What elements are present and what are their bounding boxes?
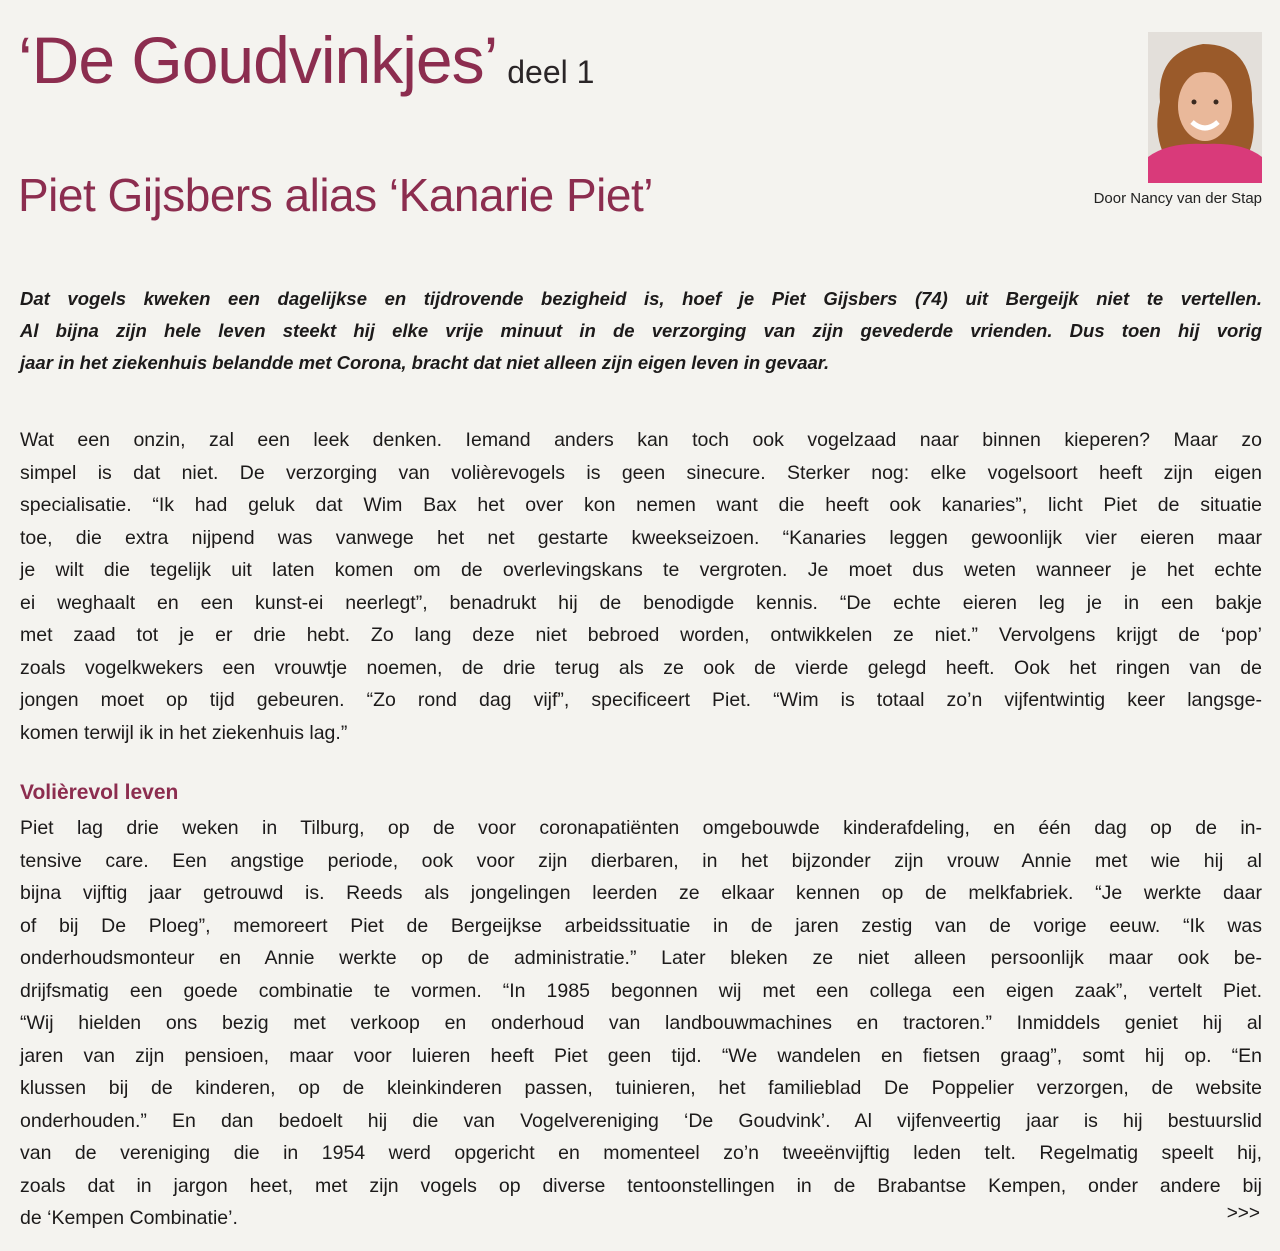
article-title: ‘De Goudvinkjes’ deel 1 <box>18 23 595 97</box>
text-line: bijna vijftig jaar getrouwd is. Reeds als jongelingen leerden ze elkaar kennen op de melkfabriek. “Je werkte daar <box>20 882 1262 904</box>
text-line: onderhoudsmonteur en Annie werkte op de administratie.” Later bleken ze niet alleen persoonlijk maar ook be- <box>20 947 1262 969</box>
paragraph-2 <box>20 812 1262 1235</box>
text-line: ei weghaalt en een kunst-ei neerlegt”, benadrukt hij de benodigde kennis. “De echte eieren leg je in een bakje <box>20 591 1262 614</box>
text-line: drijfsmatig een goede combinatie te vormen. “In 1985 begonnen wij met een collega een eigen zaak”, vertelt Piet. <box>20 979 1262 1002</box>
text-line: tensive care. Een angstige periode, ook voor zijn dierbaren, in het bijzonder zijn vrouw Annie met wie hij al <box>20 849 1262 872</box>
text-line: de ‘Kempen Combinatie’. <box>20 1207 238 1229</box>
text-line: zoals vogelkwekers een vrouwtje noemen, de drie terug als ze ook de vierde gelegd heeft. Ook het ringen van de <box>20 656 1262 679</box>
text-line: Wat een onzin, zal een leek denken. Iemand anders kan toch ook vogelzaad naar binnen kieperen? Maar zo <box>20 429 1262 451</box>
title-suffix: deel 1 <box>507 54 595 90</box>
text-line: van de vereniging die in 1954 werd opgericht en momenteel zo’n tweeënvijftig leden telt. Regelmatig speelt hij, <box>20 1142 1262 1164</box>
text-line: onderhouden.” En dan bedoelt hij die van Vogelvereniging ‘De Goudvink’. Al vijfenveertig jaar is hij bestuurslid <box>20 1109 1262 1132</box>
text-line: jaren van zijn pensioen, maar voor luieren heeft Piet geen tijd. “We wandelen en fietsen graag”, somt hij op. “En <box>20 1044 1262 1067</box>
text-line: of bij De Ploeg”, memoreert Piet de Bergeijkse arbeidssituatie in de jaren zestig van de vorige eeuw. “Ik was <box>20 914 1262 937</box>
text-line: met zaad tot je er drie hebt. Zo lang deze niet bebroed worden, ontwikkelen ze niet.” Vervolgens krijgt de ‘pop’ <box>20 624 1262 646</box>
text-line: Piet lag drie weken in Tilburg, op de voor coronapatiënten omgebouwde kinderafdeling, en één dag op de in- <box>20 817 1262 839</box>
text-line: Al bijna zijn hele leven steekt hij elke vrije minuut in de verzorging van zijn gevederde vrienden. Dus toen hij vorig <box>20 320 1262 341</box>
text-line: Dat vogels kweken een dagelijkse en tijdrovende bezigheid is, hoef je Piet Gijsbers (74) uit Bergeijk niet te vertellen. <box>20 288 1262 309</box>
intro-lead <box>20 283 1262 379</box>
text-line: zoals dat in jargon heet, met zijn vogels op diverse tentoonstellingen in de Brabantse Kempen, onder andere bij <box>20 1174 1262 1197</box>
continue-marker: >>> <box>1226 1203 1260 1224</box>
text-line: specialisatie. “Ik had geluk dat Wim Bax het over kon nemen want die heeft ook kanaries”, licht Piet de situatie <box>20 494 1262 516</box>
text-line: simpel is dat niet. De verzorging van volièrevogels is geen sinecure. Sterker nog: elke vogelsoort heeft zijn eigen <box>20 461 1262 484</box>
text-line: je wilt die tegelijk uit laten komen om de overlevingskans te vergroten. Je moet dus weten wanneer je het echte <box>20 559 1262 581</box>
text-line: toe, die extra nijpend was vanwege het net gestarte kweekseizoen. “Kanaries leggen gewoonlijk vier eieren maar <box>20 526 1262 549</box>
text-line: komen terwijl ik in het ziekenhuis lag.” <box>20 721 348 744</box>
article-subtitle: Piet Gijsbers alias ‘Kanarie Piet’ <box>18 169 653 221</box>
byline: Door Nancy van der Stap <box>1093 190 1262 207</box>
author-photo <box>1148 32 1262 183</box>
section-heading: Volièrevol leven <box>20 781 179 804</box>
paragraph-1 <box>20 424 1262 749</box>
text-line: “Wij hielden ons bezig met verkoop en onderhoud van landbouwmachines en tractoren.” Inmiddels geniet hij al <box>20 1012 1262 1034</box>
text-line: klussen bij de kinderen, op de kleinkinderen passen, tuinieren, het familieblad De Poppelier verzorgen, de website <box>20 1077 1262 1099</box>
text-line: jongen moet op tijd gebeuren. “Zo rond dag vijf”, specificeert Piet. “Wim is totaal zo’n vijfentwintig keer langsge- <box>20 689 1262 711</box>
text-line: jaar in het ziekenhuis belandde met Corona, bracht dat niet alleen zijn eigen leven in gevaar. <box>20 352 830 373</box>
